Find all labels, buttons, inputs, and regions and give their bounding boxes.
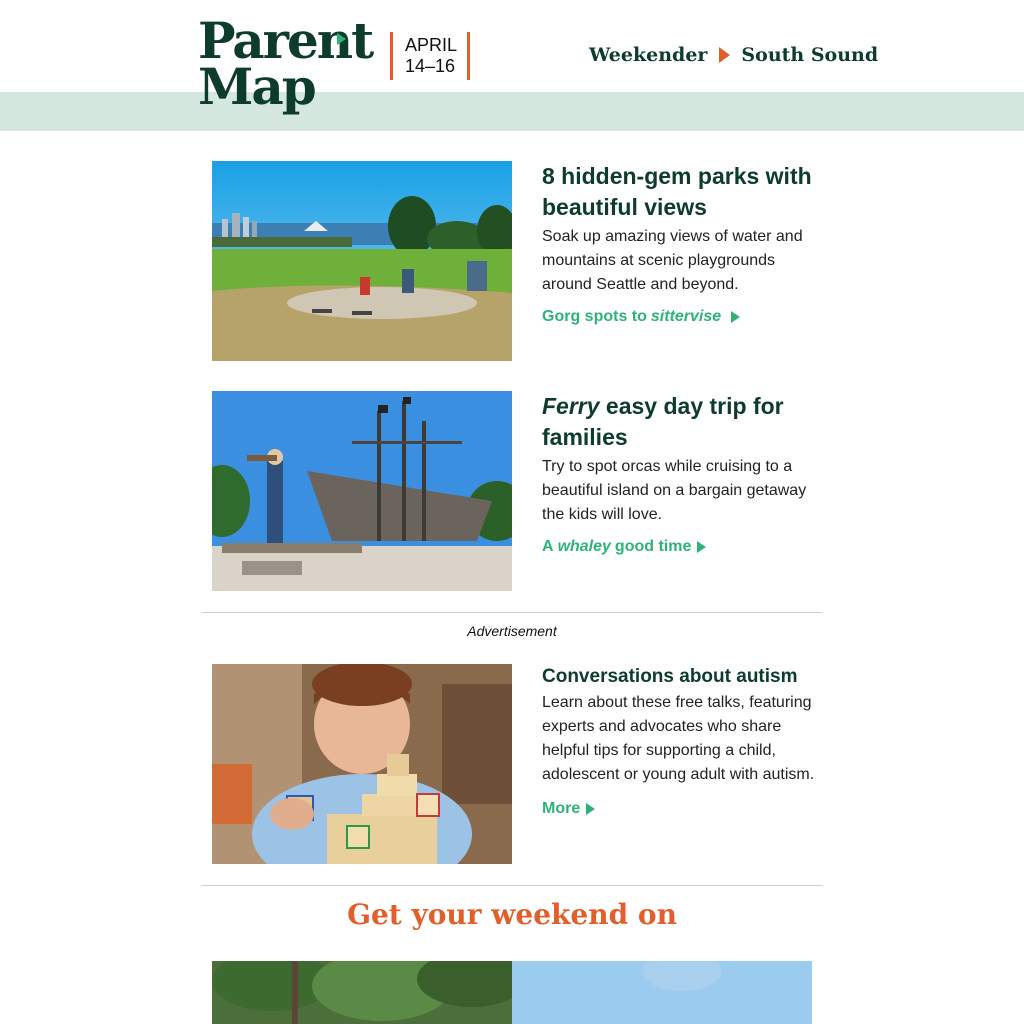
cta-text: A: [542, 538, 554, 555]
advertisement-label: Advertisement: [467, 623, 557, 639]
article-cta-link[interactable]: [542, 308, 740, 326]
pirate-ship-playground-image[interactable]: [212, 391, 512, 591]
weekend-hero-image[interactable]: [212, 961, 812, 1024]
cta-text-post: good time: [614, 538, 692, 555]
more-link[interactable]: [542, 800, 595, 818]
section-divider: [202, 885, 822, 886]
headline-rest: easy day trip for families: [542, 393, 784, 450]
section-title: Get your weekend on: [347, 898, 677, 931]
parentmap-logo[interactable]: [198, 11, 373, 116]
issue-date: [390, 32, 470, 80]
arrow-right-icon: [719, 47, 730, 63]
edition-weekender: Weekender: [589, 44, 708, 66]
header-band: [0, 92, 1024, 131]
article-cta-link[interactable]: [542, 538, 706, 556]
play-arrow-icon: [697, 541, 706, 553]
email-header: [0, 0, 1024, 131]
park-playground-image[interactable]: [212, 161, 512, 361]
article-description: Try to spot orcas while cruising to a beautiful island on a bargain getaway the kids will love.: [542, 458, 807, 523]
cta-text: Gorg spots to: [542, 308, 647, 325]
cta-emphasis: whaley: [557, 538, 611, 555]
article-headline[interactable]: [542, 391, 822, 453]
more-text: More: [542, 800, 581, 817]
logo-line-1: Parent: [198, 11, 373, 70]
section-divider: [202, 612, 822, 613]
issue-days: 14–16: [405, 56, 456, 76]
ad-description: Learn about these free talks, featuring experts and advocates who share helpful tips for supporting a child, adolescent or young adult with autism.: [542, 694, 815, 783]
headline-emphasis: Ferry: [542, 393, 600, 419]
play-arrow-icon: [586, 803, 595, 815]
ad-text: [542, 664, 822, 818]
logo-play-icon: [337, 33, 346, 45]
edition-label: [589, 44, 878, 66]
article-description: Soak up amazing views of water and mountains at scenic playgrounds around Seattle and beyond.: [542, 228, 803, 293]
play-arrow-icon: [731, 311, 740, 323]
ad-headline[interactable]: Conversations about autism: [542, 666, 798, 687]
child-blocks-image[interactable]: [212, 664, 512, 864]
issue-month: APRIL: [405, 35, 458, 55]
edition-region: South Sound: [741, 44, 879, 66]
article-text: [542, 161, 822, 326]
article-text: [542, 391, 822, 556]
logo-line-2: Map: [198, 57, 315, 116]
article-headline[interactable]: 8 hidden-gem parks with beautiful views: [542, 163, 812, 220]
cta-emphasis: sittervise: [650, 308, 722, 325]
